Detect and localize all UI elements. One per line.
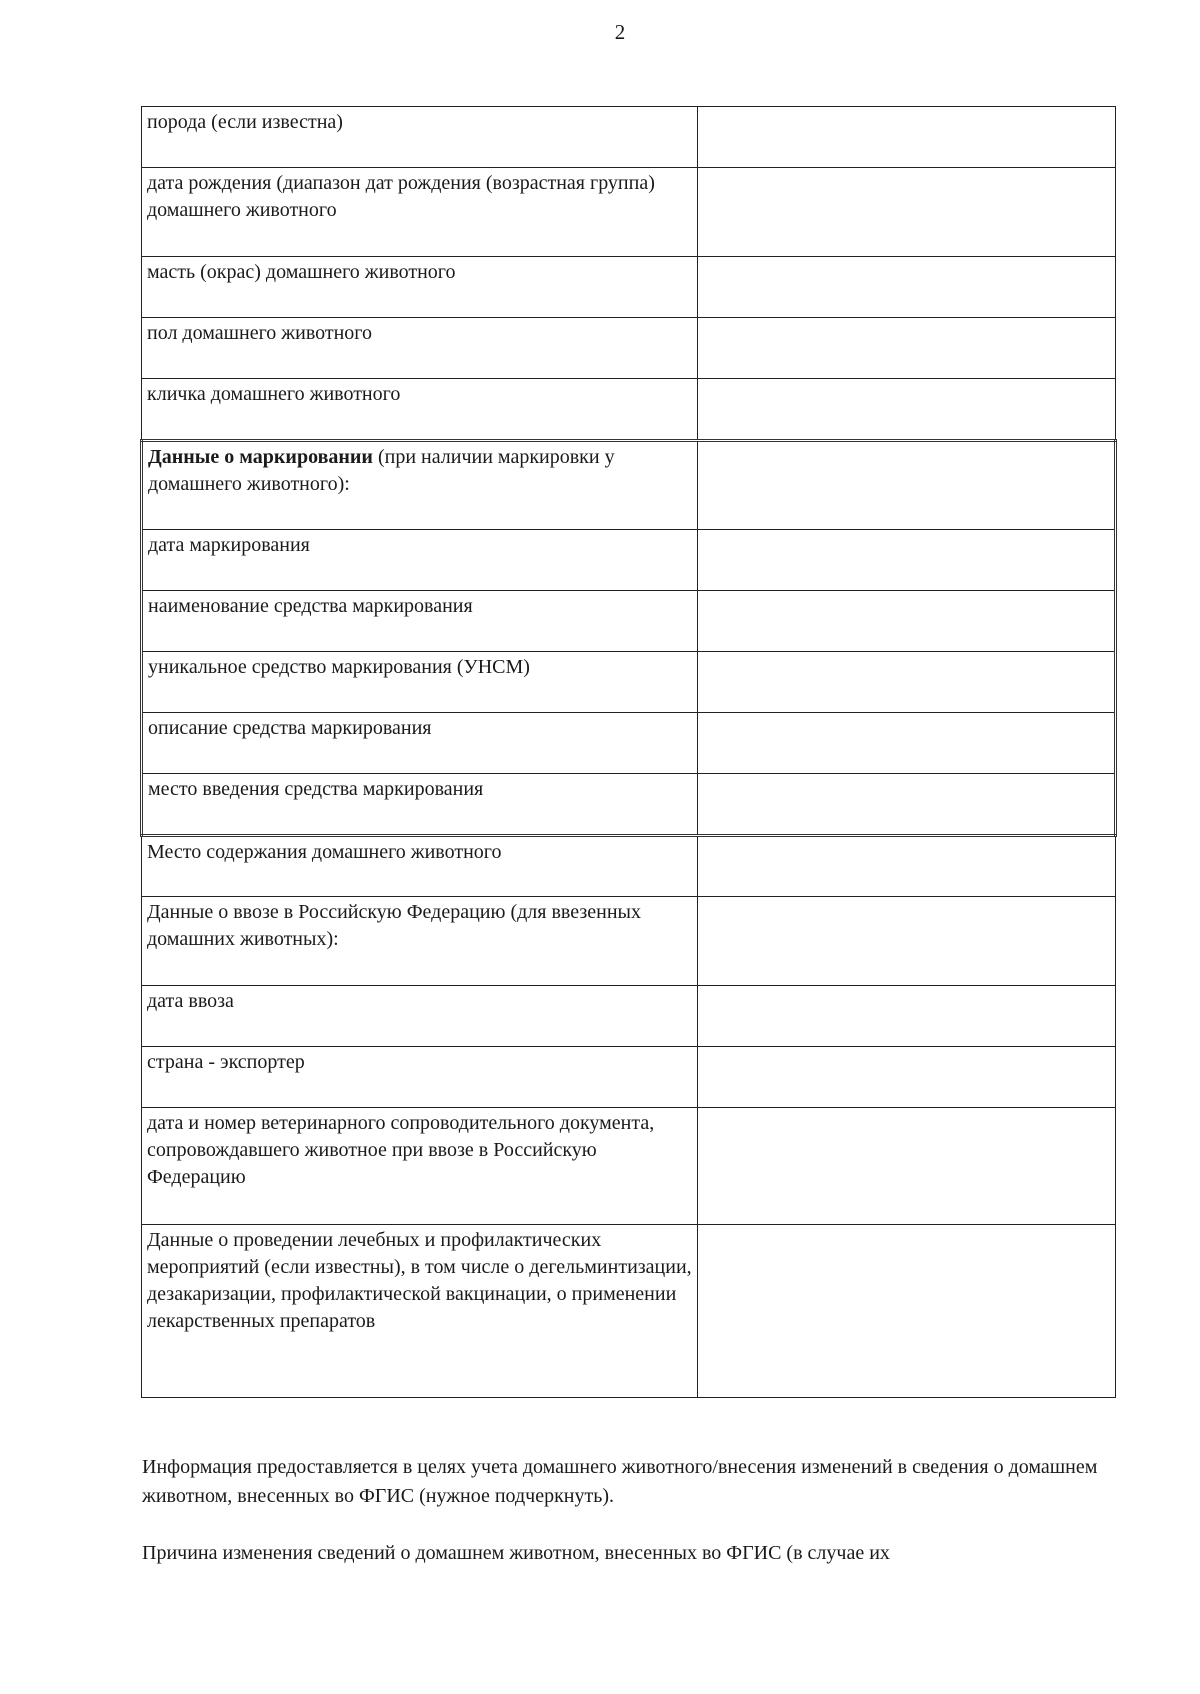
table-row xyxy=(142,1225,1116,1398)
row-label-birth-date: дата рождения (диапазон дат рождения (возрастная группа) домашнего животного xyxy=(142,168,698,257)
row-label-breed: порода (если известна) xyxy=(142,107,698,168)
row-label-color: масть (окрас) домашнего животного xyxy=(142,257,698,318)
row-value-sex[interactable] xyxy=(698,318,1116,379)
row-label-import-date: дата ввоза xyxy=(142,986,698,1047)
marking-data-heading: Данные о маркировании xyxy=(148,446,373,468)
row-label-unsm: уникальное средство маркирования (УНСМ) xyxy=(142,652,698,713)
row-label-import-data: Данные о ввозе в Российскую Федерацию (для ввезенных домашних животных): xyxy=(142,897,698,986)
row-label-exporter-country: страна - экспортер xyxy=(142,1047,698,1108)
row-label-marking-place: место введения средства маркирования xyxy=(142,774,698,836)
table-row xyxy=(142,836,1116,897)
row-label-sex: пол домашнего животного xyxy=(142,318,698,379)
row-value-marking-data[interactable] xyxy=(698,441,1116,530)
table-row xyxy=(142,591,1116,652)
table-row xyxy=(142,168,1116,257)
row-label-keeping-place: Место содержания домашнего животного xyxy=(142,836,698,897)
table-row xyxy=(142,1108,1116,1225)
table-row xyxy=(142,107,1116,168)
table-row xyxy=(142,257,1116,318)
table-row xyxy=(142,1047,1116,1108)
row-value-vet-document[interactable] xyxy=(698,1108,1116,1225)
row-label-marking-data xyxy=(142,441,698,530)
row-value-breed[interactable] xyxy=(698,107,1116,168)
purpose-paragraph: Информация предоставляется в целях учета домашнего животного/внесения изменений в сведения о домашнем животном, внесенных во ФГИС (нужное подчеркнуть). xyxy=(142,1456,1098,1507)
marking-data-note: (при наличии маркировки у домашнего животного): xyxy=(148,446,615,495)
row-value-marking-means-name[interactable] xyxy=(698,591,1116,652)
table-row xyxy=(142,441,1116,530)
row-value-import-date[interactable] xyxy=(698,986,1116,1047)
row-label-marking-description: описание средства маркирования xyxy=(142,713,698,774)
table-row xyxy=(142,652,1116,713)
row-value-color[interactable] xyxy=(698,257,1116,318)
row-label-name: кличка домашнего животного xyxy=(142,379,698,441)
row-value-marking-date[interactable] xyxy=(698,530,1116,591)
row-label-treatment-data: Данные о проведении лечебных и профилактических мероприятий (если известны), в том числе о дегельминтизации, дезакаризации, профилактической вакцинации, о применении лекарственных препаратов xyxy=(142,1225,698,1398)
table-row xyxy=(142,774,1116,836)
page-number: 2 xyxy=(614,20,626,44)
row-label-vet-document: дата и номер ветеринарного сопроводительного документа, сопровождавшего животное при ввозе в Российскую Федерацию xyxy=(142,1108,698,1225)
table-row xyxy=(142,379,1116,441)
animal-data-form-table xyxy=(140,106,1117,1398)
row-value-exporter-country[interactable] xyxy=(698,1047,1116,1108)
row-value-birth-date[interactable] xyxy=(698,168,1116,257)
row-value-marking-description[interactable] xyxy=(698,713,1116,774)
row-value-import-data[interactable] xyxy=(698,897,1116,986)
row-value-marking-place[interactable] xyxy=(698,774,1116,836)
table-row xyxy=(142,713,1116,774)
row-label-marking-means-name: наименование средства маркирования xyxy=(142,591,698,652)
row-value-name[interactable] xyxy=(698,379,1116,441)
table-row xyxy=(142,530,1116,591)
row-value-unsm[interactable] xyxy=(698,652,1116,713)
table-row xyxy=(142,318,1116,379)
table-row xyxy=(142,986,1116,1047)
row-value-treatment-data[interactable] xyxy=(698,1225,1116,1398)
row-label-marking-date: дата маркирования xyxy=(142,530,698,591)
row-value-keeping-place[interactable] xyxy=(698,836,1116,897)
change-reason-paragraph: Причина изменения сведений о домашнем животном, внесенных во ФГИС (в случае их xyxy=(142,1542,890,1564)
table-row xyxy=(142,897,1116,986)
